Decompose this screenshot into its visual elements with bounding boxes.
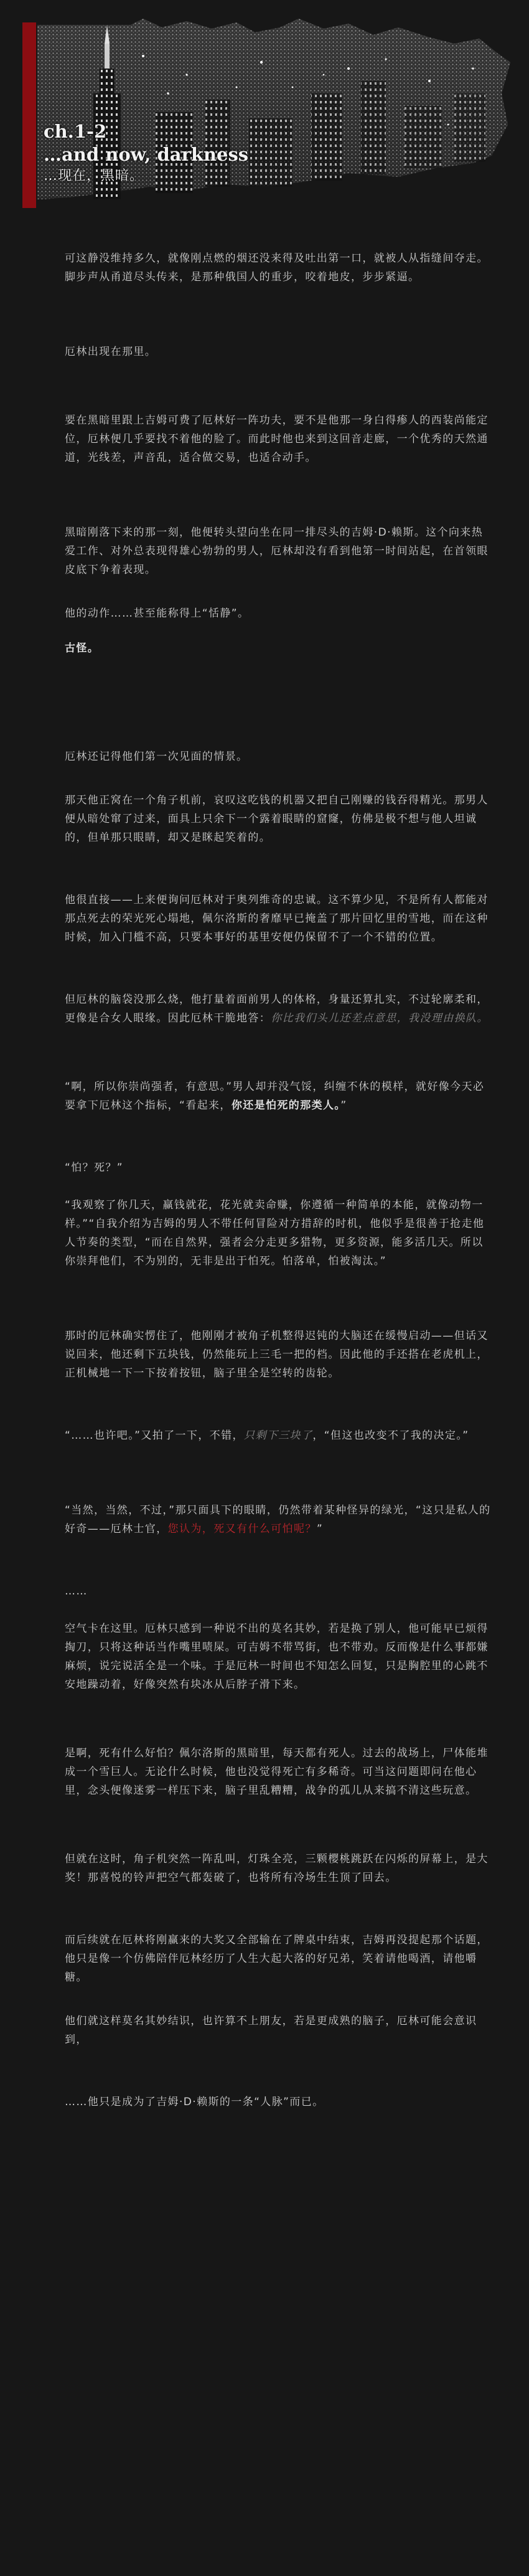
paragraph-text: “当然，当然，不过，”那只面具下的眼睛，仍然带着某种怪异的绿光，“这只是私人的好奇——厄林士官， (65, 1504, 491, 1535)
paragraph-text: 厄林出现在那里。 (65, 346, 157, 358)
paragraph-text: “……也许吧。”又拍了一下，不错， (65, 1429, 244, 1442)
chapter-title-cn: …现在，黑暗。 (44, 168, 144, 184)
paragraph-text: 黑暗刚落下来的那一刻，他便转头望向坐在同一排尽头的吉姆·D·赖斯。这个向来热爱工作、对外总表现得雄心勃勃的男人，厄林却没有看到他第一时间站起，在首领眼皮底下争着表现。 (65, 526, 489, 576)
paragraph-text: “怕？死？” (65, 1162, 124, 1174)
paragraph-text: …… (65, 1585, 88, 1598)
aside-text: 只剩下三块了 (243, 1429, 313, 1442)
emphasis-text: 你还是怕死的那类人。 (231, 1099, 341, 1112)
paragraph (65, 639, 494, 658)
chapter-title-en: …and now, darkness (44, 144, 249, 165)
paragraph-text: 那天他正窝在一个角子机前，哀叹这吃钱的机器又把自己刚赚的钱吞得精光。那男人便从暗处窜了过来，面具上只余下一个露着眼睛的窟窿，仿佛是极不想与他人坦诚的，但单那只眼睛，却又是眯起笑着的。 (65, 794, 489, 844)
paragraph (65, 1850, 494, 1887)
paragraph-text: “啊，所以你崇尚强者，有意思。”男人却并没气馁，纠缠不休的模样，就好像今天必要拿下厄林这个指标，“看起来， (65, 1081, 485, 1112)
paragraph-text: ” (316, 1523, 324, 1535)
paragraph (65, 747, 494, 766)
paragraph (65, 1744, 494, 1800)
paragraph-text: 他们就这样莫名其妙结识，也许算不上朋友，若是更成熟的脑子，厄林可能会意识到， (65, 2015, 477, 2046)
paragraph-text: “我观察了你几天，赢钱就花，花光就卖命赚，你遵循一种简单的本能，就像动物一样。”“自我介绍为吉姆的男人不带任何冒险对方措辞的时机，他似乎是很善于抢走他人节奏的类型，“而在自然界，强者会分走更多猎物，更多资源，能多活几天。所以你崇拜他们，不为别的，无非是出于怕死。怕落单，怕被淘汰。” (65, 1199, 485, 1267)
chapter-header (0, 0, 529, 212)
paragraph (65, 1501, 494, 1538)
paragraph (65, 411, 494, 467)
paragraph (65, 1077, 494, 1115)
paragraph-text: ……他只是成为了吉姆·D·赖斯的一条“人脉”而已。 (65, 2096, 324, 2108)
emphasis-text: 古怪。 (65, 642, 100, 655)
paragraph-text: 厄林还记得他们第一次见面的情景。 (65, 751, 248, 763)
paragraph-text: 可这静没维持多久，就像刚点燃的烟还没来得及吐出第一口，就被人从指缝间夺走。脚步声从甬道尽头传来，是那种俄国人的重步，咬着地皮，步步紧逼。 (65, 252, 489, 283)
paragraph (65, 249, 494, 286)
paragraph-text: 是啊，死有什么好怕？佩尔洛斯的黑暗里，每天都有死人。过去的战场上，尸体能堆成一个雪巨人。无论什么时候，他也没觉得死亡有多稀奇。可当这问题即问在他心里，念头便像迷雾一样压下来，脑子里乱糟糟，战争的孤儿从来搞不清这些玩意。 (65, 1747, 489, 1797)
paragraph (65, 891, 494, 947)
highlight-text: 您认为，死又有什么可怕呢？ (167, 1523, 317, 1535)
paragraph (65, 791, 494, 847)
paragraph (65, 1582, 494, 1601)
paragraph-text: 他的动作……甚至能称得上“恬静”。 (65, 607, 250, 620)
paragraph (65, 1158, 494, 1177)
paragraph-text: 但就在这时，角子机突然一阵乱叫，灯珠全亮，三颗樱桃跳跃在闪烁的屏幕上，是大奖！那喜悦的铃声把空气都轰破了，也将所有冷场生生顶了回去。 (65, 1853, 489, 1884)
chapter-title-block (44, 120, 248, 187)
paragraph (65, 343, 494, 361)
paragraph (65, 1426, 494, 1445)
paragraph-text: 而后续就在厄林将刚赢来的大奖又全部输在了牌桌中结束，吉姆再没提起那个话题，他只是像一个仿佛陪伴厄林经历了人生大起大落的好兄弟，笑着请他喝酒，请他嚼糖。 (65, 1934, 489, 1984)
aside-text: 你比我们头儿还差点意思，我没理由换队。 (271, 1012, 489, 1025)
paragraph (65, 604, 494, 623)
paragraph (65, 1931, 494, 1987)
chapter-number: ch.1-2 (44, 121, 107, 142)
paragraph-text: 他很直接——上来便询问厄林对于奥列维奇的忠诚。这不算少见，不是所有人都能对那点死去的荣光死心塌地，佩尔洛斯的奢靡早已掩盖了那片回忆里的雪地，而在这种时候，加入门槛不高，只要本事好的基里安便仍保留不了一个不错的位置。 (65, 894, 489, 944)
paragraph-text: ” (340, 1099, 347, 1112)
paragraph (65, 1619, 494, 1694)
accent-bar (22, 22, 36, 208)
paragraph (65, 1327, 494, 1383)
paragraph-text: 但厄林的脑袋没那么烧，他打量着面前男人的体格，身量还算扎实，不过轮廓柔和，更像是合女人眼缘。因此厄林干脆地答： (65, 993, 489, 1025)
paragraph-text: 那时的厄林确实愣住了，他刚刚才被角子机整得迟钝的大脑还在缓慢启动——但话又说回来，他还剩下五块钱，仍然能玩上三毛一把的档。因此他的手还搭在老虎机上，正机械地一下一下按着按钮，脑子里全是空转的齿轮。 (65, 1330, 489, 1380)
paragraph (65, 2093, 494, 2111)
paragraph-text: 空气卡在这里。厄林只感到一种说不出的莫名其妙，若是换了别人，他可能早已烦得掏刀，只将这种话当作嘴里啧屎。可吉姆不带骂街，也不带劝。反而像是什么事都嫌麻烦，说完说活全是一个味。于是厄林一时间也不知怎么回复，只是胸腔里的心跳不安地躁动着，好像突然有块冰从后脖子滑下来。 (65, 1622, 489, 1691)
paragraph (65, 523, 494, 579)
paragraph (65, 1196, 494, 1271)
paragraph-text: ，“但这也改变不了我的决定。” (312, 1429, 469, 1442)
paragraph (65, 2012, 494, 2049)
paragraph-text: 要在黑暗里跟上吉姆可费了厄林好一阵功夫，要不是他那一身白得瘆人的西装尚能定位，厄林便几乎要找不着他的脸了。而此时他也来到这回音走廊，一个优秀的天然通道，光线差，声音乱，适合做交易，也适合动手。 (65, 414, 489, 464)
paragraph (65, 990, 494, 1028)
